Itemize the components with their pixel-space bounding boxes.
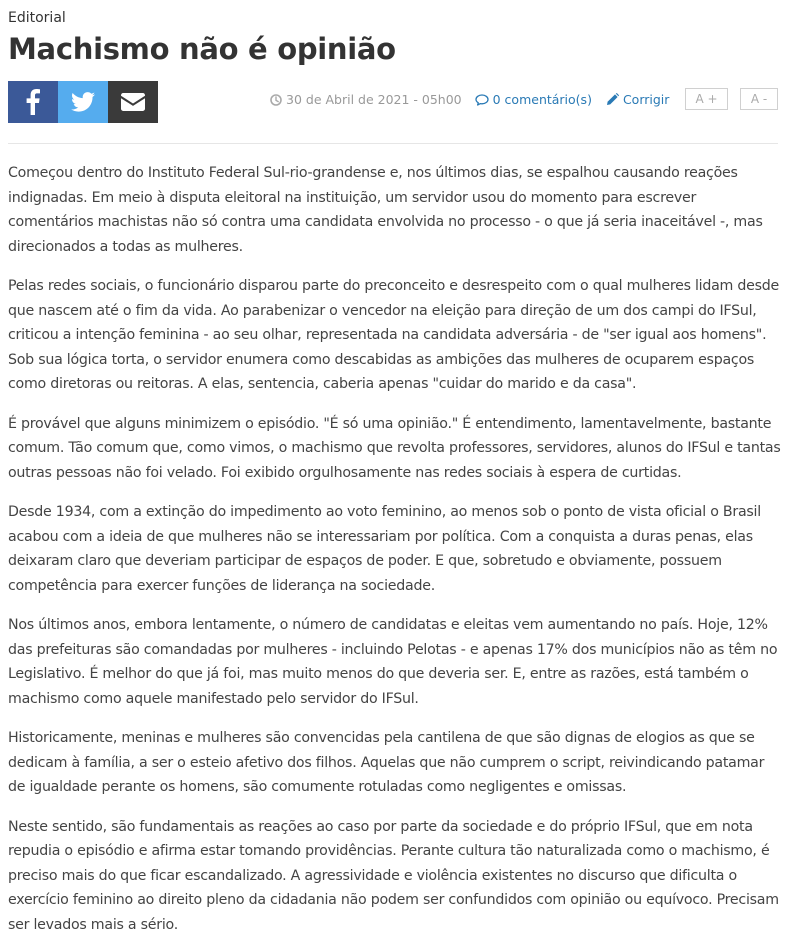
twitter-icon xyxy=(71,92,95,112)
clock-icon xyxy=(270,94,282,106)
paragraph: Nos últimos anos, embora lentamente, o número de candidatas e eleitas vem aumentando no país. Hoje, 12% das prefeituras são comandadas por mulheres - incluindo Pelotas - e apenas 17% dos municípios não as têm no Legislativo. É melhor do que já foi, mas muito menos do que deveria ser. E, entre as razões, está também o machismo como aquele manifestado pelo servidor do IFSul. xyxy=(8,617,778,707)
fix-link[interactable] xyxy=(606,92,669,107)
font-decrease-button[interactable]: A - xyxy=(740,88,778,110)
facebook-share-button[interactable] xyxy=(8,81,58,123)
comment-icon xyxy=(475,94,489,106)
font-increase-button[interactable]: A + xyxy=(685,88,728,110)
facebook-icon xyxy=(26,89,40,115)
publish-date xyxy=(270,92,462,107)
twitter-share-button[interactable] xyxy=(58,81,108,123)
share-bar xyxy=(8,81,158,123)
paragraph: Começou dentro do Instituto Federal Sul-rio-grandense e, nos últimos dias, se espalhou causando reações indignadas. Em meio à disputa eleitoral na instituição, um servidor usou do momento para escrever comentários machistas não só contra uma candidata envolvida no processo - o que já seria inaceitável -, mas direcionados a todas as mulheres. xyxy=(8,165,763,255)
paragraph: Pelas redes sociais, o funcionário disparou parte do preconceito e desrespeito com o qual mulheres lidam desde que nascem até o fim da vida. Ao parabenizar o vencedor na eleição para direção de um dos campi do IFSul, criticou a intenção feminina - ao seu olhar, representada na candidata adversária - de "ser igual aos homens". Sob sua lógica torta, o servidor enumera como descabidas as ambições das mulheres de ocuparem espaços como diretoras ou reitoras. A elas, sentencia, caberia apenas "cuidar do marido e da casa". xyxy=(8,278,780,392)
comments-link[interactable] xyxy=(475,92,592,107)
page-title: Machismo não é opinião xyxy=(8,32,396,66)
comments-count: 0 comentário(s) xyxy=(492,92,592,107)
article-body xyxy=(8,161,783,952)
paragraph: Neste sentido, são fundamentais as reações ao caso por parte da sociedade e do próprio IFSul, que em nota repudia o episódio e afirma estar tomando providências. Perante cultura tão naturalizada como o machismo, é preciso mais do que ficar escandalizado. A agressividade e violência existentes no discurso que dificulta o exercício feminino ao direito pleno da cidadania não podem ser confundidos com opinião ou equívoco. Precisam ser levados mais a sério. xyxy=(8,818,779,933)
paragraph: Desde 1934, com a extinção do impedimento ao voto feminino, ao menos sob o ponto de vista oficial o Brasil acabou com a ideia de que mulheres não se interessariam por política. Com a conquista a duras penas, elas deixaram claro que deveriam participar de espaços de poder. E que, sobretudo e obviamente, possuem competência para exercer funções de liderança na sociedade. xyxy=(8,504,761,594)
email-share-button[interactable] xyxy=(108,81,158,123)
fix-label: Corrigir xyxy=(622,92,670,107)
section-label[interactable]: Editorial xyxy=(8,10,66,26)
divider xyxy=(8,143,778,144)
article-meta xyxy=(270,92,669,107)
envelope-icon xyxy=(121,93,145,111)
publish-date-text: 30 de Abril de 2021 - 05h00 xyxy=(286,92,462,107)
paragraph: Historicamente, meninas e mulheres são convencidas pela cantilena de que são dignas de elogios as que se dedicam à família, a ser o esteio afetivo dos filhos. Aquelas que não cumprem o script, reivindicando patamar de igualdade perante os homens, são comumente rotuladas como negligentes e omissas. xyxy=(8,730,765,795)
pencil-icon xyxy=(606,93,619,106)
paragraph: É provável que alguns minimizem o episódio. "É só uma opinião." É entendimento, lamentavelmente, bastante comum. Tão comum que, como vimos, o machismo que revolta professores, servidores, alunos do IFSul e tantas outras pessoas não foi velado. Foi exibido orgulhosamente nas redes sociais à espera de curtidas. xyxy=(8,415,781,481)
